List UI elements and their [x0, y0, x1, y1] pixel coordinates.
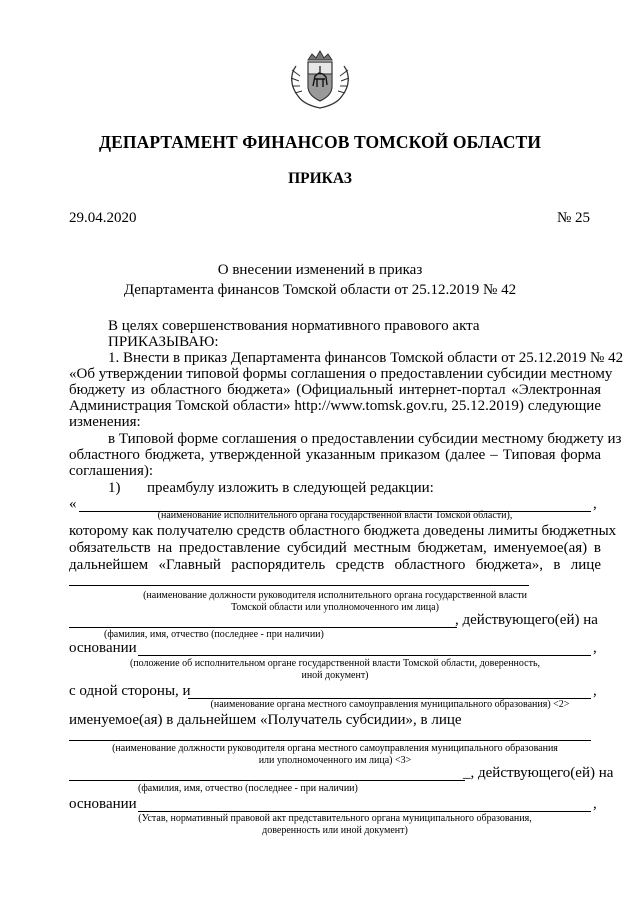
recipient-line: которому как получателю средств областного бюджета доведены лимиты бюджетных [69, 523, 617, 539]
comma: , [593, 496, 597, 512]
position2-blank-line [69, 740, 591, 741]
caption-fio: (фамилия, имя, отчество (последнее - при наличии) [104, 629, 324, 640]
comma: , [593, 683, 597, 699]
item1-line: изменения: [69, 414, 141, 430]
caption-exec-body: (наименование исполнительного органа государственной власти Томской области), [157, 510, 513, 521]
caption-position: Томской области или уполномоченного им лица) [231, 602, 439, 613]
item2-line: соглашения): [69, 463, 154, 479]
item1-line: «Об утверждении типовой формы соглашения о предоставлении субсидии местному [69, 366, 613, 382]
acting-text: , действующего(ей) на [455, 612, 598, 628]
basis-label-2: основании [69, 796, 137, 812]
basis-label: основании [69, 640, 137, 656]
one-side-text: с одной стороны, и [69, 683, 191, 699]
caption-position2: (наименование должности руководителя органа местного самоуправления муниципального образования [112, 743, 558, 754]
caption-fio2: (фамилия, имя, отчество (последнее - при наличии) [138, 783, 358, 794]
paragraph-intro: В целях совершенствования нормативного правового акта [108, 318, 480, 334]
caption-basis: иной документ) [301, 670, 369, 681]
item1-line: 1. Внести в приказ Департамента финансов Томской области от 25.12.2019 № 42 [108, 350, 624, 366]
item1-line: бюджету из областного бюджета» (Официальный интернет-портал «Электронная [69, 382, 601, 398]
caption-basis2: доверенность или иной документ) [262, 825, 408, 836]
caption-position2: или уполномоченного им лица) <3> [258, 755, 412, 766]
order-date: 29.04.2020 [69, 210, 137, 226]
subject-line-1: О внесении изменений в приказ [217, 262, 423, 278]
recipient-line: обязательств на предоставление субсидий местным бюджетам, именуемое(ая) в [69, 540, 601, 556]
named-recipient-text: именуемое(ая) в дальнейшем «Получатель субсидии», в лице [69, 712, 462, 728]
comma: , [593, 640, 597, 656]
basis2-blank-line [138, 811, 591, 812]
subitem-text: преамбулу изложить в следующей редакции: [147, 480, 434, 496]
caption-position: (наименование должности руководителя исполнительного органа государственной власти [143, 590, 527, 601]
acting-text-2: _, действующего(ей) на [463, 765, 614, 781]
department-title: ДЕПАРТАМЕНТ ФИНАНСОВ ТОМСКОЙ ОБЛАСТИ [98, 132, 542, 152]
subject-line-2: Департамента финансов Томской области от 25.12.2019 № 42 [123, 282, 517, 298]
paragraph-order: ПРИКАЗЫВАЮ: [108, 334, 219, 350]
caption-local-body: (наименование органа местного самоуправления муниципального образования) <2> [210, 699, 570, 710]
caption-basis: (положение об исполнительном органе государственной власти Томской области, доверенность, [129, 658, 541, 669]
item2-line: в Типовой форме соглашения о предоставлении субсидии местному бюджету из [108, 431, 622, 447]
subitem-number: 1) [108, 480, 121, 496]
basis-blank-line [138, 655, 591, 656]
tomsk-coat-of-arms-icon [286, 46, 354, 110]
comma: , [593, 796, 597, 812]
order-number: № 25 [556, 210, 590, 226]
position-blank-line [69, 585, 529, 586]
caption-basis2: (Устав, нормативный правовой акт представительного органа муниципального образования, [138, 813, 532, 824]
document-type: ПРИКАЗ [288, 170, 352, 187]
recipient-line: дальнейшем «Главный распорядитель средств областного бюджета», в лице [69, 557, 601, 573]
open-quote: « [69, 496, 77, 512]
item2-line: областного бюджета, утвержденной указанным приказом (далее – Типовая форма [69, 447, 601, 463]
fio2-blank-line [69, 780, 465, 781]
item1-line: Администрация Томской области» http://www.tomsk.gov.ru, 25.12.2019) следующие [69, 398, 601, 414]
fio-blank-line [69, 627, 457, 628]
